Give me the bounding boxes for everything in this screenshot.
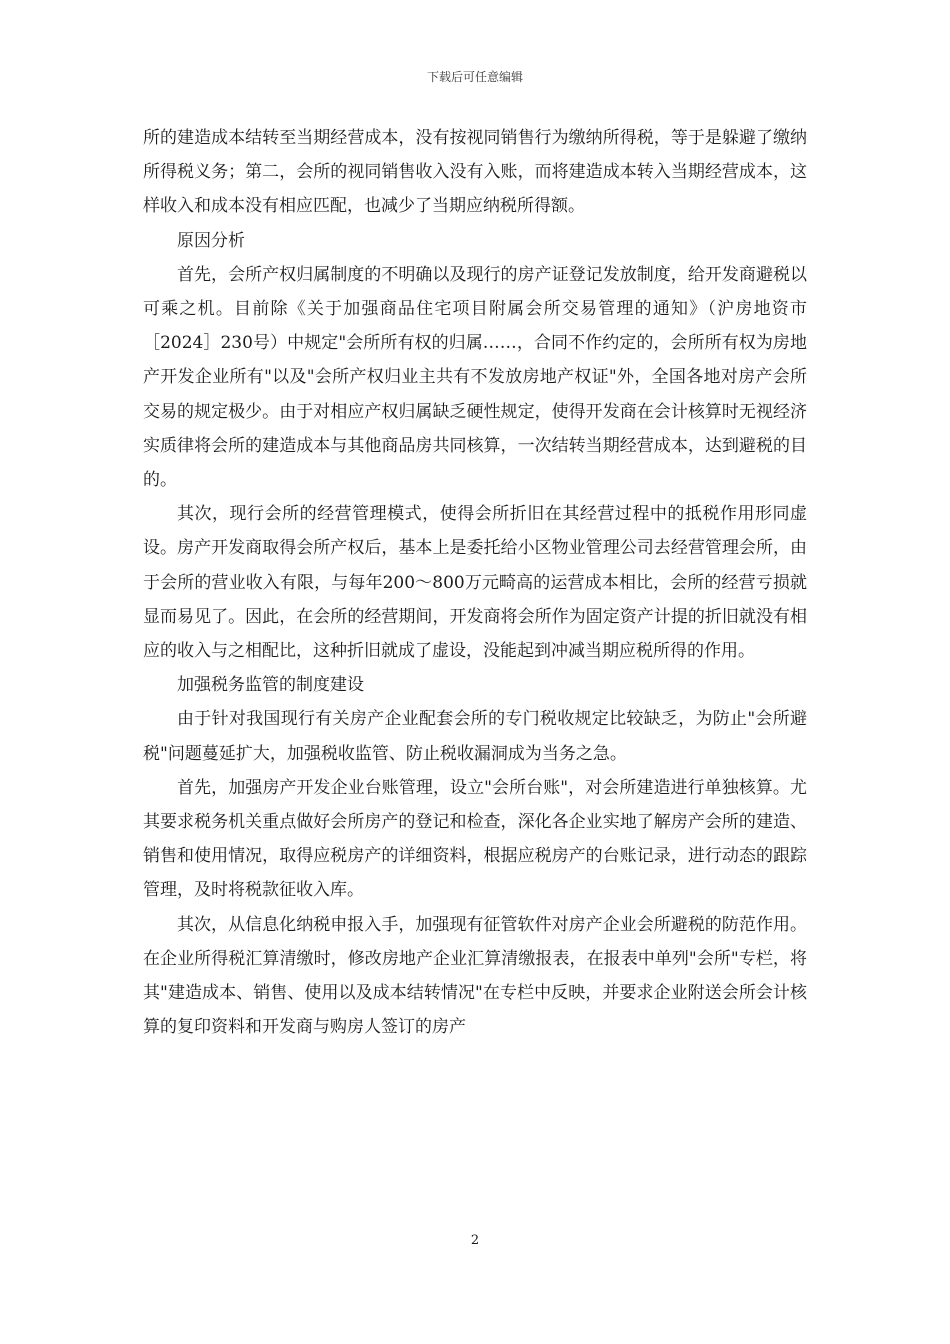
paragraph: 其次，从信息化纳税申报入手，加强现有征管软件对房产企业会所避税的防范作用。在企业所得税汇算清缴时，修改房地产企业汇算清缴报表，在报表中单列"会所"专栏，将其"建造成本、销售、使用以及成本结转情况"在专栏中反映，并要求企业附送会所会计核算的复印资料和开发商与购房人签订的房产	[143, 914, 807, 1038]
page-number: 2	[470, 1233, 480, 1248]
paragraph-continuation: 所的建造成本结转至当期经营成本，没有按视同销售行为缴纳所得税，等于是躲避了缴纳所得税义务；第二，会所的视同销售收入没有入账，而将建造成本转入当期经营成本，这样收入和成本没有相应匹配，也减少了当期应纳税所得额。	[143, 128, 807, 217]
page-header: 下载后可任意编辑	[426, 70, 523, 84]
paragraph: 首先，加强房产开发企业台账管理，设立"会所台账"，对会所建造进行单独核算。尤其要求税务机关重点做好会所房产的登记和检查，深化各企业实地了解房产会所的建造、销售和使用情况，取得应税房产的详细资料，根据应税房产的台账记录，进行动态的跟踪管理，及时将税款征收入库。	[143, 777, 807, 901]
section-heading-tax-supervision: 加强税务监管的制度建设	[177, 675, 364, 696]
paragraph: 其次，现行会所的经营管理模式，使得会所折旧在其经营过程中的抵税作用形同虚设。房产开发商取得会所产权后，基本上是委托给小区物业管理公司去经营管理会所，由于会所的营业收入有限，与每年200～800万元畸高的运营成本相比，会所的经营亏损就显而易见了。因此，在会所的经营期间，开发商将会所作为固定资产计提的折旧就没有相应的收入与之相配比，这种折旧就成了虚设，没能起到冲减当期应税所得的作用。	[143, 504, 807, 662]
paragraph: 首先，会所产权归属制度的不明确以及现行的房产证登记发放制度，给开发商避税以可乘之机。目前除《关于加强商品住宅项目附属会所交易管理的通知》（沪房地资市［2024］230号）中规定"会所所有权的归属……，合同不作约定的，会所所有权为房地产开发企业所有"以及"会所产权归业主共有不发放房地产权证"外，全国各地对房产会所交易的规定极少。由于对相应产权归属缺乏硬性规定，使得开发商在会计核算时无视经济实质律将会所的建造成本与其他商品房共同核算，一次结转当期经营成本，达到避税的目的。	[143, 264, 807, 491]
paragraph: 由于针对我国现行有关房产企业配套会所的专门税收规定比较缺乏，为防止"会所避税"问题蔓延扩大，加强税收监管、防止税收漏洞成为当务之急。	[143, 709, 807, 764]
section-heading-cause-analysis: 原因分析	[177, 230, 245, 251]
document-body	[143, 121, 807, 1044]
